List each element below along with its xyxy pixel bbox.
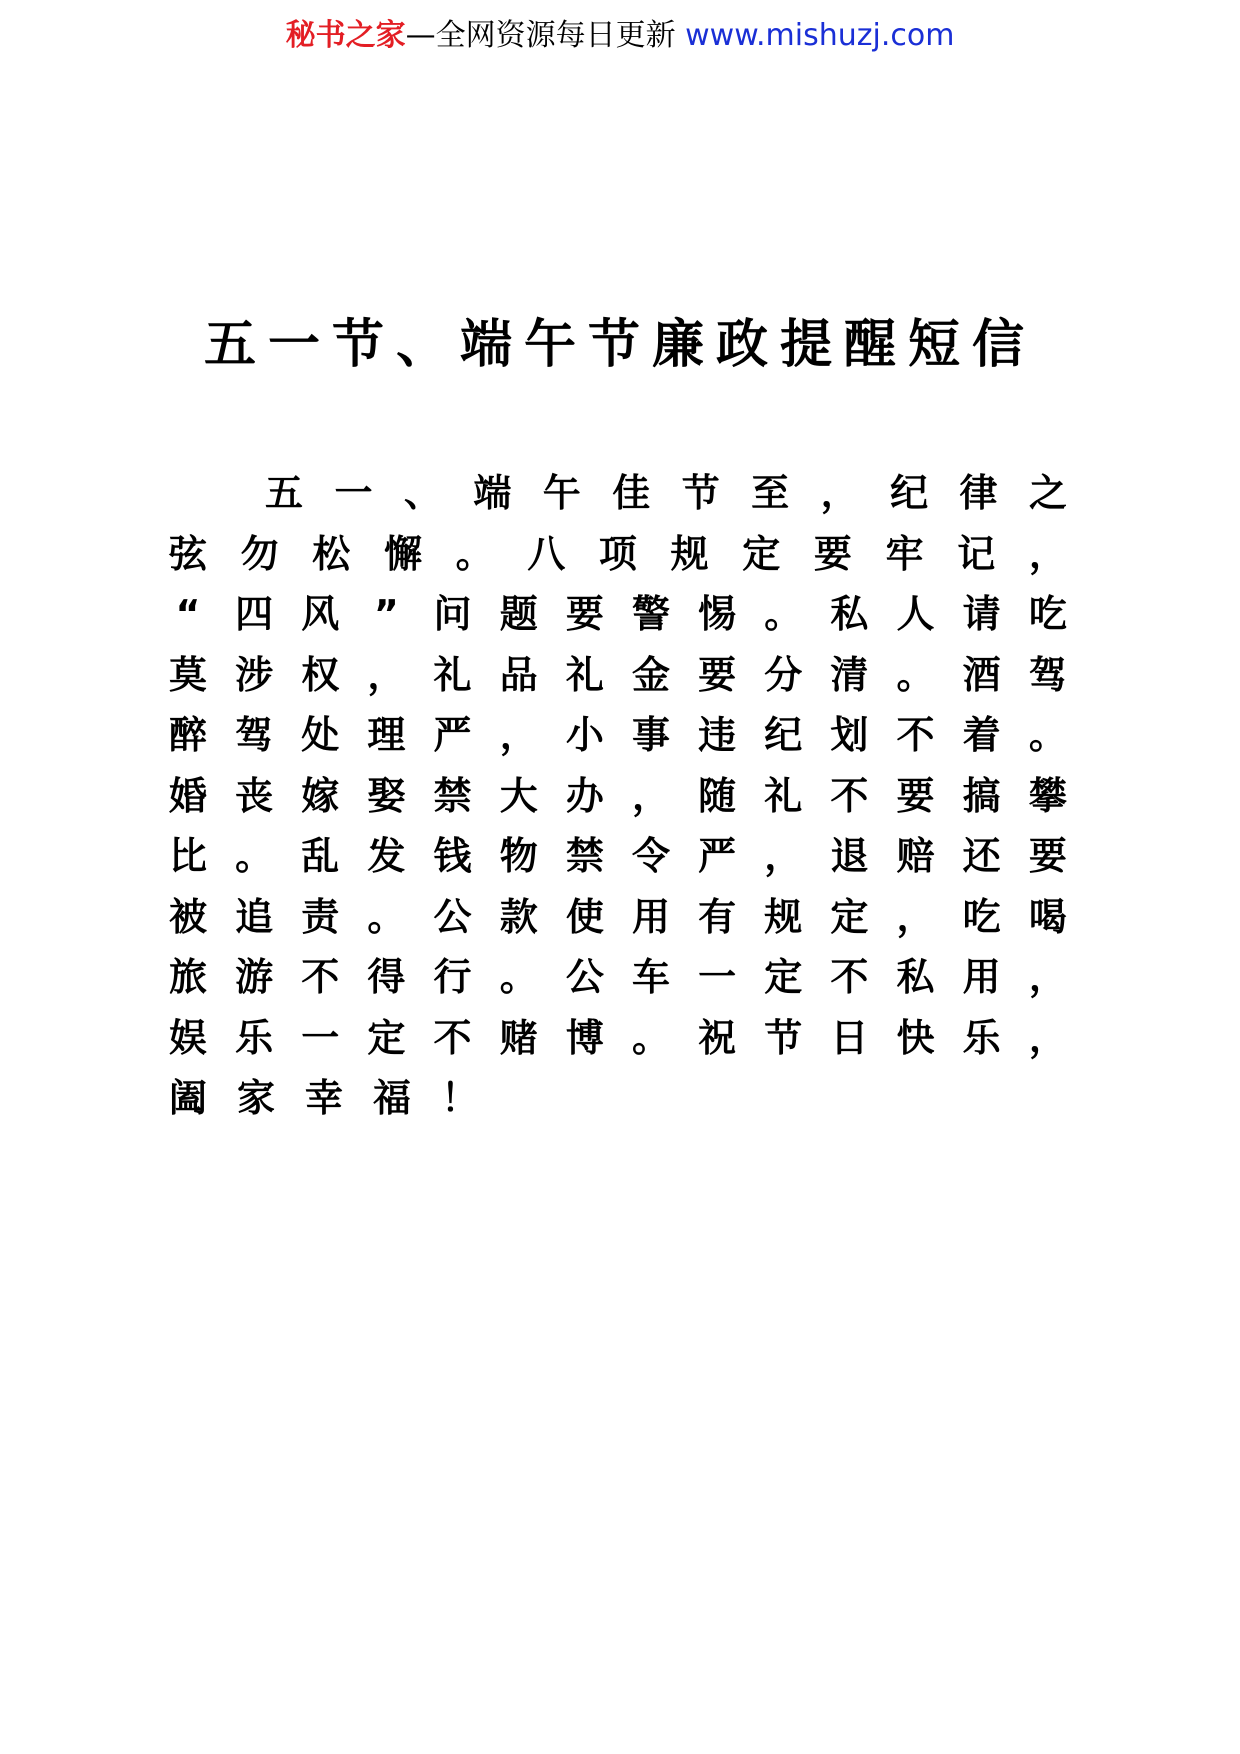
body-char: 博 (565, 1015, 604, 1060)
body-char: 。 (764, 592, 803, 636)
body-char: 公 (565, 955, 604, 999)
body-char: 一 (698, 955, 737, 999)
body-char: 风 (301, 592, 340, 636)
body-char: 严 (698, 834, 737, 878)
body-char: 。 (367, 894, 406, 939)
site-header (0, 14, 1240, 58)
body-char: ” (373, 592, 399, 636)
body-char: 着 (962, 713, 1001, 757)
body-char: 赔 (896, 834, 935, 878)
body-char: 警 (631, 592, 670, 636)
body-char: 莫 (168, 652, 207, 697)
body-char: ， (1028, 531, 1067, 576)
body-char: 。 (455, 531, 494, 576)
body-char: 婚 (168, 773, 207, 818)
body-char: 清 (830, 652, 869, 697)
body-char: 醉 (168, 713, 207, 757)
body-char: 乐 (235, 1015, 274, 1060)
body-char: 题 (499, 592, 538, 636)
body-char: 佳 (612, 471, 651, 515)
body-char: 一 (301, 1015, 340, 1060)
body-char: 乐 (962, 1015, 1001, 1060)
body-char: 令 (631, 834, 670, 878)
body-char: 不 (433, 1015, 472, 1060)
body-char: 不 (301, 955, 340, 999)
body-char: 乱 (301, 834, 340, 878)
body-char: 定 (830, 894, 869, 939)
body-char: 大 (499, 773, 538, 818)
body-char: 记 (957, 531, 996, 576)
body-char: 要 (698, 652, 737, 697)
body-line (168, 584, 1068, 645)
body-char: 。 (235, 834, 274, 878)
body-char: 律 (959, 471, 998, 515)
body-line (168, 1068, 1068, 1129)
body-char: 钱 (433, 834, 472, 878)
body-char: 随 (698, 773, 737, 818)
body-char: 定 (367, 1015, 406, 1060)
body-char: 项 (598, 531, 637, 576)
body-char: 分 (764, 652, 803, 697)
body-char: 嫁 (301, 773, 340, 818)
body-char: 之 (1028, 471, 1067, 515)
site-tagline: —全网资源每日更新 (405, 18, 686, 53)
body-char: 八 (527, 531, 566, 576)
body-char: 比 (168, 834, 207, 878)
body-char: 勿 (240, 531, 279, 576)
body-line (168, 826, 1068, 887)
body-char: 午 (542, 471, 581, 515)
body-char: ！ (440, 1076, 479, 1120)
body-char: 至 (751, 471, 790, 515)
body-char: 、 (403, 471, 442, 515)
body-char: ， (1028, 1015, 1067, 1060)
body-char: 吃 (1028, 592, 1067, 636)
body-char: 使 (565, 894, 604, 939)
body-char: 五 (264, 471, 303, 515)
body-char: 搞 (962, 773, 1001, 818)
body-char: 款 (499, 894, 538, 939)
body-char: 四 (235, 592, 274, 636)
body-char: 娶 (367, 773, 406, 818)
body-char: 物 (499, 834, 538, 878)
body-char: 。 (631, 1015, 670, 1060)
body-char: 用 (631, 894, 670, 939)
body-char: 发 (367, 834, 406, 878)
body-char: 酒 (962, 652, 1001, 697)
body-char: 禁 (433, 773, 472, 818)
body-char: 福 (372, 1076, 411, 1120)
body-char: 车 (631, 955, 670, 999)
body-line (168, 1008, 1068, 1069)
body-char: 严 (433, 713, 472, 757)
body-char: 端 (473, 471, 512, 515)
body-char: 事 (631, 713, 670, 757)
body-char: 金 (631, 652, 670, 697)
body-line (168, 645, 1068, 706)
body-char: 退 (830, 834, 869, 878)
body-char: 人 (896, 592, 935, 636)
body-char: 礼 (433, 652, 472, 697)
body-char: 娱 (168, 1015, 207, 1060)
body-char: 要 (813, 531, 852, 576)
body-char: 要 (896, 773, 935, 818)
body-char: ， (896, 894, 935, 939)
body-char: 要 (1028, 834, 1067, 878)
body-char: 问 (433, 592, 472, 636)
body-char: 纪 (764, 713, 803, 757)
body-char: ， (631, 773, 670, 818)
body-char: 涉 (235, 652, 274, 697)
body-char: 弦 (168, 531, 207, 576)
body-char: 家 (236, 1076, 275, 1120)
body-char: 请 (962, 592, 1001, 636)
body-char: 还 (962, 834, 1001, 878)
body-char: 小 (565, 713, 604, 757)
body-char: 节 (764, 1015, 803, 1060)
body-char: 理 (367, 713, 406, 757)
body-char: 纪 (890, 471, 929, 515)
body-char: 品 (499, 652, 538, 697)
body-char: 权 (301, 652, 340, 697)
body-char: 办 (565, 773, 604, 818)
body-char: 规 (670, 531, 709, 576)
body-char: 松 (312, 531, 351, 576)
body-char: 规 (764, 894, 803, 939)
body-char: 驾 (1028, 652, 1067, 697)
body-char: 有 (698, 894, 737, 939)
body-char: 违 (698, 713, 737, 757)
body-char: 追 (235, 894, 274, 939)
body-char: 祝 (698, 1015, 737, 1060)
body-char: 私 (830, 592, 869, 636)
body-char: 一 (334, 471, 373, 515)
body-char: 礼 (565, 652, 604, 697)
site-brand: 秘书之家 (285, 18, 406, 53)
body-char: 不 (896, 713, 935, 757)
body-char: 丧 (235, 773, 274, 818)
body-char: ， (820, 471, 859, 515)
body-char: 私 (896, 955, 935, 999)
body-char: 日 (830, 1015, 869, 1060)
body-char: 驾 (235, 713, 274, 757)
document-title: 五一节、端午节廉政提醒短信 (203, 315, 1036, 375)
body-char: 旅 (168, 955, 207, 999)
body-char: 快 (896, 1015, 935, 1060)
body-char: ， (367, 652, 406, 697)
body-char: 吃 (962, 894, 1001, 939)
body-char: 礼 (764, 773, 803, 818)
site-url-link[interactable]: www.mishuzj.com (685, 18, 955, 53)
body-char: 游 (235, 955, 274, 999)
body-char: 阖 (168, 1076, 207, 1120)
body-char: 喝 (1028, 894, 1067, 939)
body-char: ， (1028, 955, 1067, 999)
body-char: 划 (830, 713, 869, 757)
document-body (168, 463, 1068, 1129)
body-char: “ (175, 592, 201, 636)
body-char: 牢 (885, 531, 924, 576)
body-char: 用 (962, 955, 1001, 999)
body-char: 赌 (499, 1015, 538, 1060)
body-line (168, 947, 1068, 1008)
body-char: 不 (830, 773, 869, 818)
body-char: 要 (565, 592, 604, 636)
body-char: 。 (1028, 713, 1067, 757)
body-char: ， (499, 713, 538, 757)
body-char: 行 (433, 955, 472, 999)
body-char: 被 (168, 894, 207, 939)
body-char: 惕 (698, 592, 737, 636)
body-char: 懈 (383, 531, 422, 576)
body-char: 不 (830, 955, 869, 999)
body-char: 禁 (565, 834, 604, 878)
body-char: 定 (764, 955, 803, 999)
body-char: ， (764, 834, 803, 878)
body-char: 责 (301, 894, 340, 939)
body-char: 。 (499, 955, 538, 999)
body-char: 定 (742, 531, 781, 576)
body-line (168, 887, 1068, 948)
body-char: 。 (896, 652, 935, 697)
body-char: 公 (433, 894, 472, 939)
body-line (168, 705, 1068, 766)
body-char: 得 (367, 955, 406, 999)
body-line (168, 463, 1068, 524)
body-char: 攀 (1028, 773, 1067, 818)
body-char: 节 (681, 471, 720, 515)
body-char: 处 (301, 713, 340, 757)
body-char: 幸 (304, 1076, 343, 1120)
body-line (168, 766, 1068, 827)
body-line (168, 524, 1068, 585)
